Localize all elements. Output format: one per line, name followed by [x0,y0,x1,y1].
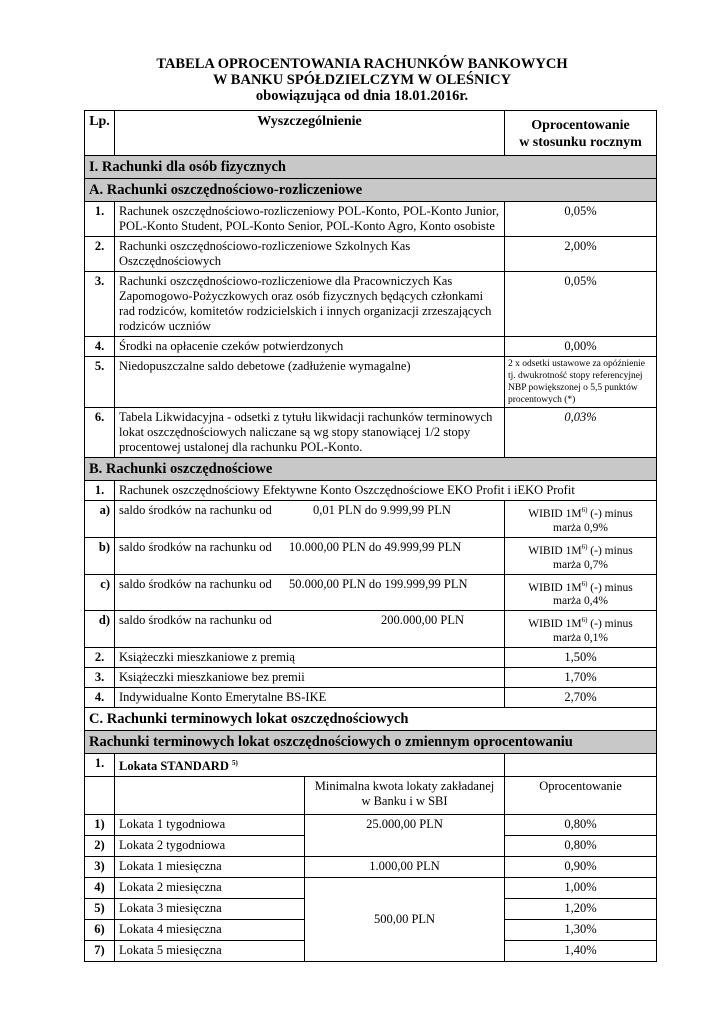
table-row [85,408,657,458]
header-lp: Lp. [85,111,115,156]
tier-rate-base: WIBID 1M [528,581,582,594]
deposit-rate-header: Oprocentowanie [505,777,657,815]
section-b: B. Rachunki oszczędnościowe [85,458,657,481]
tier-label: saldo środków na rachunku od [119,613,272,628]
row-rate: 0,05% [505,202,657,237]
deposit-header-row [85,777,657,815]
deposit-lp: 3) [85,857,115,878]
tier-lp: b) [85,537,115,574]
row-lp: 2. [85,648,115,668]
row-description: Środki na opłacenie czeków potwierdzonych [115,337,505,357]
lokata-standard-label: Lokata STANDARD [119,759,229,774]
tier-rate-op: (-) minus [587,581,633,594]
deposit-name: Lokata 3 miesięczna [115,899,305,920]
table-row [85,668,657,688]
table-row [85,202,657,237]
deposit-row [85,815,657,836]
tier-rate-footnote: 6) [581,542,588,551]
row-description: Rachunki oszczędnościowo-rozliczeniowe Szkolnych Kas Oszczędnościowych [115,237,505,272]
row-lp: 3. [85,272,115,337]
tier-row [85,574,657,611]
table-row [85,237,657,272]
row-lp: 5. [85,357,115,408]
title-line-2: W BANKU SPÓŁDZIELCZYM W OLEŚNICY [212,72,512,88]
row-description: Rachunek oszczędnościowy Efektywne Konto Oszczędnościowe EKO Profit i iEKO Profit [115,481,657,501]
header-description: Wyszczególnienie [115,111,505,156]
table-row [85,337,657,357]
tier-rate-margin: marża 0,1% [553,632,608,645]
header-rate-line-1: Oprocentowanie [531,118,630,133]
deposit-name: Lokata 5 miesięczna [115,941,305,962]
deposit-lp: 1) [85,815,115,836]
deposit-lp: 2) [85,836,115,857]
tier-lp: a) [85,501,115,538]
tier-description [115,574,505,611]
deposit-amount: 25.000,00 PLN [305,815,505,857]
tier-lp: d) [85,611,115,648]
deposit-lp: 4) [85,878,115,899]
tier-rate-op: (-) minus [587,507,633,520]
deposit-row [85,878,657,899]
tier-label: saldo środków na rachunku od [119,539,272,554]
section-c-variable: Rachunki terminowych lokat oszczędnościowych o zmiennym oprocentowaniu [85,731,657,754]
tier-rate-margin: marża 0,9% [553,521,608,534]
row-description: Książeczki mieszkaniowe z premią [115,648,505,668]
row-rate: 0,05% [505,272,657,337]
row-description: Książeczki mieszkaniowe bez premii [115,668,505,688]
row-description: Tabela Likwidacyjna - odsetki z tytułu likwidacji rachunków terminowych lokat oszczędnościowych naliczane są wg stopy stanowiącej 1/2 stopy procentowej ustalonej dla rachunku POL-Konto. [115,408,505,458]
row-description: Indywidualne Konto Emerytalne BS-IKE [115,688,505,708]
deposit-name: Lokata 1 tygodniowa [115,815,305,836]
tier-rate-base: WIBID 1M [528,544,582,557]
empty-cell [85,777,115,815]
table-row [85,754,657,777]
deposit-amount-header-line-2: w Banku i w SBI [361,794,448,809]
row-rate: 2,00% [505,237,657,272]
table-row [85,648,657,668]
row-lp: 3. [85,668,115,688]
tier-row [85,501,657,538]
deposit-row [85,857,657,878]
row-description: Rachunki oszczędnościowo-rozliczeniowe dla Pracowniczych Kas Zapomogowo-Pożyczkowych oraz osób fizycznych będących członkami rad rodziców, komitetów rodzicielskich i innych organizacji zrzeszających rodziców uczniów [115,272,505,337]
deposit-lp: 6) [85,920,115,941]
row-lp: 1. [85,754,115,777]
tier-row [85,611,657,648]
tier-label: saldo środków na rachunku od [119,576,272,591]
title-line-1: TABELA OPROCENTOWANIA RACHUNKÓW BANKOWYCH [156,56,568,72]
tier-lp: c) [85,574,115,611]
lokata-standard-footnote: 5) [231,759,238,768]
deposit-name: Lokata 4 miesięczna [115,920,305,941]
tier-rate [505,611,657,648]
section-a: A. Rachunki oszczędnościowo-rozliczeniowe [85,179,657,202]
tier-rate-footnote: 6) [581,616,588,625]
row-lp: 1. [85,481,115,501]
row-rate: 2,70% [505,688,657,708]
deposit-amount-header [305,777,505,815]
row-description: Niedopuszczalne saldo debetowe (zadłużenie wymagalne) [115,357,505,408]
deposit-amount-header-line-1: Minimalna kwota lokaty zakładanej [314,779,495,794]
tier-range: 0,01 PLN do 9.999,99 PLN [313,503,451,517]
tier-rate [505,574,657,611]
row-rate: 0,03% [505,408,657,458]
row-description: Rachunek oszczędnościowo-rozliczeniowy POL-Konto, POL-Konto Junior, POL-Konto Student, POL-Konto Senior, POL-Konto Agro, Konto osobiste [115,202,505,237]
deposit-name: Lokata 2 miesięczna [115,878,305,899]
deposit-rate: 0,80% [505,815,657,836]
deposit-rate: 1,40% [505,941,657,962]
row-lp: 4. [85,337,115,357]
tier-description [115,611,505,648]
header-rate-line-2: w stosunku rocznym [519,135,642,150]
row-rate: 1,70% [505,668,657,688]
table-row [85,357,657,408]
table-row [85,688,657,708]
header-rate [505,111,657,156]
deposit-rate: 0,80% [505,836,657,857]
deposit-lp: 5) [85,899,115,920]
title-line-3: obowiązująca od dnia 18.01.2016r. [255,88,469,104]
tier-description [115,501,505,538]
tier-rate-margin: marża 0,7% [553,558,608,571]
tier-rate-base: WIBID 1M [528,507,582,520]
tier-label: saldo środków na rachunku od [119,503,272,517]
row-rate: 2 x odsetki ustawowe za opóźnienie tj. dwukrotność stopy referencyjnej NBP powiększonej o 5,5 punktów procentowych (*) [505,357,657,408]
table-row [85,272,657,337]
tier-row [85,537,657,574]
deposit-amount: 1.000,00 PLN [305,857,505,878]
deposit-rate: 1,00% [505,878,657,899]
interest-rate-table [84,110,657,962]
tier-range: 50.000,00 PLN do 199.999,99 PLN [289,576,468,591]
table-header [85,111,657,156]
tier-rate-footnote: 6) [581,506,588,514]
tier-rate-base: WIBID 1M [528,618,582,631]
row-rate: 1,50% [505,648,657,668]
deposit-name: Lokata 2 tygodniowa [115,836,305,857]
row-lp: 6. [85,408,115,458]
deposit-rate: 1,30% [505,920,657,941]
tier-description [115,537,505,574]
table-row [85,481,657,501]
document-title [0,56,724,104]
tier-rate [505,501,657,538]
tier-rate-op: (-) minus [587,544,633,557]
deposit-rate: 1,20% [505,899,657,920]
deposit-rate: 0,90% [505,857,657,878]
section-c: C. Rachunki terminowych lokat oszczędnościowych [85,708,657,731]
row-lp: 2. [85,237,115,272]
tier-rate-op: (-) minus [587,618,633,631]
tier-rate-margin: marża 0,4% [553,595,608,608]
row-rate: 0,00% [505,337,657,357]
tier-rate-footnote: 6) [581,579,588,588]
row-lp: 4. [85,688,115,708]
section-i: I. Rachunki dla osób fizycznych [85,156,657,179]
tier-range: 200.000,00 PLN [381,613,464,628]
deposit-name: Lokata 1 miesięczna [115,857,305,878]
empty-cell [505,754,657,777]
row-description [115,754,505,777]
tier-rate [505,537,657,574]
deposit-lp: 7) [85,941,115,962]
empty-cell [115,777,305,815]
row-lp: 1. [85,202,115,237]
deposit-amount: 500,00 PLN [305,878,505,962]
tier-range: 10.000,00 PLN do 49.999,99 PLN [289,539,462,554]
